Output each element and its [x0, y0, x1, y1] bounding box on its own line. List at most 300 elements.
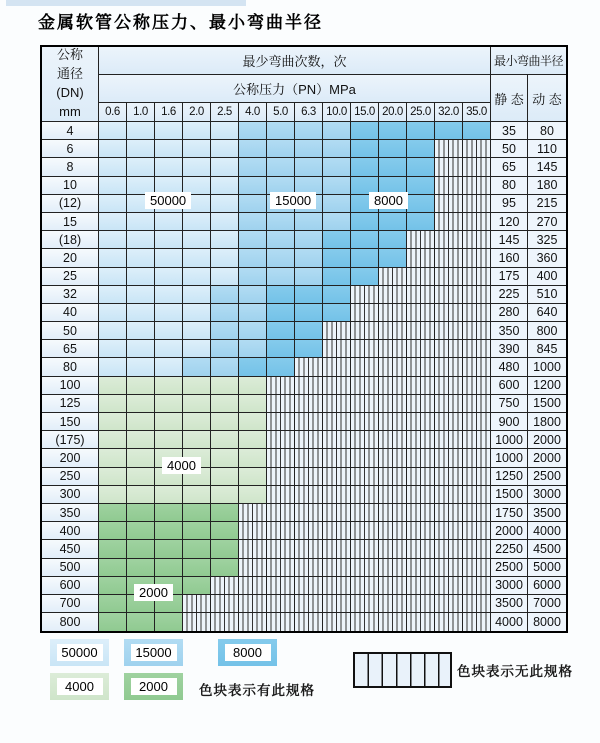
- matrix-cell: [239, 486, 267, 504]
- matrix-cell: [407, 304, 435, 322]
- dn-cell: 300: [42, 486, 99, 504]
- matrix-cell: [267, 286, 295, 304]
- matrix-cell: [183, 577, 211, 595]
- matrix-cell: [407, 340, 435, 358]
- matrix-cell: [463, 140, 491, 158]
- dn-cell: (18): [42, 231, 99, 249]
- matrix-cell: [351, 231, 379, 249]
- matrix-cell: [463, 340, 491, 358]
- matrix-cell: [463, 322, 491, 340]
- matrix-cell: [323, 613, 351, 631]
- dynamic-radius-cell: 145: [528, 158, 566, 176]
- dynamic-radius-cell: 640: [528, 304, 566, 322]
- matrix-cell: [463, 395, 491, 413]
- matrix-cell: [183, 559, 211, 577]
- matrix-cell: [435, 268, 463, 286]
- matrix-cell: [155, 613, 183, 631]
- matrix-cell: [267, 249, 295, 267]
- matrix-cell: [323, 340, 351, 358]
- pressure-tick: 5.0: [267, 103, 295, 122]
- dn-cell: 4: [42, 122, 99, 140]
- dn-cell: 600: [42, 577, 99, 595]
- matrix-cell: [99, 268, 127, 286]
- matrix-cell: [435, 122, 463, 140]
- dn-cell: 6: [42, 140, 99, 158]
- pressure-tick: 2.5: [211, 103, 239, 122]
- matrix-cell: [435, 322, 463, 340]
- matrix-cell: [211, 358, 239, 376]
- matrix-cell: [155, 322, 183, 340]
- static-radius-cell: 600: [491, 377, 528, 395]
- matrix-cell: [407, 613, 435, 631]
- matrix-cell: [295, 577, 323, 595]
- matrix-cell: [407, 140, 435, 158]
- matrix-cell: [183, 377, 211, 395]
- matrix-cell: [183, 122, 211, 140]
- matrix-cell: [407, 122, 435, 140]
- static-radius-cell: 175: [491, 268, 528, 286]
- matrix-cell: [155, 522, 183, 540]
- static-radius-cell: 95: [491, 195, 528, 213]
- matrix-cell: [211, 158, 239, 176]
- matrix-cell: [463, 577, 491, 595]
- matrix-cell: [239, 559, 267, 577]
- dn-cell: 400: [42, 522, 99, 540]
- matrix-cell: [99, 286, 127, 304]
- dynamic-radius-cell: 3000: [528, 486, 566, 504]
- cycle-count-label: 15000: [270, 192, 316, 209]
- matrix-cell: [323, 195, 351, 213]
- matrix-cell: [239, 377, 267, 395]
- matrix-cell: [127, 304, 155, 322]
- static-radius-cell: 1250: [491, 468, 528, 486]
- pressure-tick: 15.0: [351, 103, 379, 122]
- matrix-cell: [99, 158, 127, 176]
- legend-swatch-label: 15000: [131, 644, 177, 661]
- matrix-cell: [239, 158, 267, 176]
- matrix-cell: [99, 413, 127, 431]
- matrix-cell: [239, 231, 267, 249]
- matrix-cell: [435, 413, 463, 431]
- matrix-cell: [239, 540, 267, 558]
- pressure-tick: 35.0: [463, 103, 491, 122]
- pressure-tick: 25.0: [407, 103, 435, 122]
- dynamic-radius-cell: 325: [528, 231, 566, 249]
- matrix-cell: [435, 340, 463, 358]
- pressure-tick: 20.0: [379, 103, 407, 122]
- matrix-cell: [407, 158, 435, 176]
- matrix-cell: [267, 504, 295, 522]
- matrix-cell: [211, 559, 239, 577]
- matrix-cell: [239, 613, 267, 631]
- dn-header-line: 通径: [56, 66, 83, 82]
- matrix-cell: [463, 504, 491, 522]
- pressure-tick: 6.3: [295, 103, 323, 122]
- matrix-cell: [295, 286, 323, 304]
- matrix-cell: [295, 540, 323, 558]
- matrix-cell: [211, 140, 239, 158]
- matrix-cell: [267, 449, 295, 467]
- matrix-cell: [407, 522, 435, 540]
- matrix-cell: [155, 249, 183, 267]
- dynamic-radius-cell: 270: [528, 213, 566, 231]
- matrix-cell: [351, 268, 379, 286]
- matrix-cell: [99, 613, 127, 631]
- legend-swatch-label: 4000: [57, 678, 103, 695]
- matrix-cell: [211, 613, 239, 631]
- dn-header-line: mm: [59, 103, 81, 119]
- matrix-cell: [239, 522, 267, 540]
- matrix-cell: [183, 358, 211, 376]
- matrix-cell: [407, 249, 435, 267]
- matrix-cell: [211, 504, 239, 522]
- matrix-cell: [351, 322, 379, 340]
- matrix-cell: [183, 413, 211, 431]
- matrix-cell: [211, 249, 239, 267]
- matrix-cell: [155, 377, 183, 395]
- matrix-cell: [407, 377, 435, 395]
- matrix-cell: [127, 431, 155, 449]
- dn-cell: 15: [42, 213, 99, 231]
- dynamic-radius-cell: 6000: [528, 577, 566, 595]
- dynamic-radius-cell: 7000: [528, 595, 566, 613]
- static-radius-cell: 750: [491, 395, 528, 413]
- matrix-cell: [267, 340, 295, 358]
- matrix-cell: [239, 504, 267, 522]
- legend-swatch-15000: [124, 639, 183, 666]
- matrix-cell: [239, 304, 267, 322]
- cycle-count-label: 2000: [134, 584, 173, 601]
- matrix-cell: [295, 522, 323, 540]
- matrix-cell: [351, 431, 379, 449]
- matrix-cell: [155, 395, 183, 413]
- matrix-cell: [435, 431, 463, 449]
- matrix-cell: [127, 340, 155, 358]
- matrix-cell: [295, 249, 323, 267]
- matrix-cell: [127, 249, 155, 267]
- matrix-cell: [267, 395, 295, 413]
- dynamic-radius-cell: 8000: [528, 613, 566, 631]
- matrix-cell: [127, 395, 155, 413]
- matrix-cell: [155, 286, 183, 304]
- pressure-tick: 0.6: [99, 103, 127, 122]
- matrix-cell: [183, 231, 211, 249]
- matrix-cell: [351, 559, 379, 577]
- matrix-cell: [239, 449, 267, 467]
- matrix-cell: [379, 577, 407, 595]
- matrix-cell: [295, 613, 323, 631]
- static-radius-cell: 160: [491, 249, 528, 267]
- matrix-cell: [99, 122, 127, 140]
- matrix-cell: [379, 486, 407, 504]
- matrix-cell: [211, 122, 239, 140]
- matrix-cell: [435, 213, 463, 231]
- static-radius-cell: 1000: [491, 431, 528, 449]
- matrix-cell: [323, 540, 351, 558]
- matrix-cell: [99, 377, 127, 395]
- matrix-cell: [127, 213, 155, 231]
- matrix-cell: [379, 140, 407, 158]
- matrix-cell: [379, 122, 407, 140]
- matrix-cell: [99, 486, 127, 504]
- matrix-cell: [99, 140, 127, 158]
- matrix-cell: [323, 140, 351, 158]
- matrix-cell: [155, 122, 183, 140]
- matrix-cell: [99, 559, 127, 577]
- matrix-cell: [239, 213, 267, 231]
- matrix-cell: [155, 504, 183, 522]
- matrix-cell: [239, 286, 267, 304]
- matrix-cell: [435, 304, 463, 322]
- dn-cell: 250: [42, 468, 99, 486]
- matrix-cell: [407, 595, 435, 613]
- matrix-cell: [155, 231, 183, 249]
- matrix-cell: [351, 577, 379, 595]
- static-radius-cell: 225: [491, 286, 528, 304]
- matrix-cell: [211, 431, 239, 449]
- dn-cell: 800: [42, 613, 99, 631]
- dynamic-radius-cell: 5000: [528, 559, 566, 577]
- dn-cell: 40: [42, 304, 99, 322]
- matrix-cell: [155, 304, 183, 322]
- static-radius-cell: 3500: [491, 595, 528, 613]
- dynamic-radius-cell: 1800: [528, 413, 566, 431]
- matrix-cell: [267, 577, 295, 595]
- matrix-cell: [407, 213, 435, 231]
- matrix-cell: [99, 395, 127, 413]
- matrix-cell: [323, 504, 351, 522]
- dynamic-radius-cell: 510: [528, 286, 566, 304]
- matrix-cell: [323, 413, 351, 431]
- header-nominal-pressure: 公称压力（PN）MPa: [99, 75, 491, 103]
- matrix-cell: [99, 431, 127, 449]
- matrix-cell: [99, 540, 127, 558]
- matrix-cell: [99, 195, 127, 213]
- matrix-cell: [267, 140, 295, 158]
- dynamic-radius-cell: 400: [528, 268, 566, 286]
- matrix-cell: [435, 449, 463, 467]
- dynamic-radius-cell: 4000: [528, 522, 566, 540]
- header-nominal-diameter: [42, 47, 99, 122]
- matrix-cell: [463, 413, 491, 431]
- matrix-cell: [211, 268, 239, 286]
- dn-cell: 350: [42, 504, 99, 522]
- matrix-cell: [183, 595, 211, 613]
- matrix-cell: [323, 177, 351, 195]
- matrix-cell: [351, 377, 379, 395]
- static-radius-cell: 280: [491, 304, 528, 322]
- matrix-cell: [435, 286, 463, 304]
- matrix-cell: [295, 486, 323, 504]
- static-radius-cell: 4000: [491, 613, 528, 631]
- matrix-cell: [351, 304, 379, 322]
- legend-no-spec-caption: 色块表示无此规格: [457, 664, 573, 679]
- matrix-cell: [323, 231, 351, 249]
- matrix-cell: [435, 486, 463, 504]
- matrix-cell: [267, 559, 295, 577]
- matrix-cell: [155, 213, 183, 231]
- matrix-cell: [463, 377, 491, 395]
- page-title: 金属软管公称压力、最小弯曲半径: [38, 13, 323, 33]
- pressure-tick: 1.0: [127, 103, 155, 122]
- matrix-cell: [435, 377, 463, 395]
- matrix-cell: [155, 540, 183, 558]
- matrix-cell: [239, 249, 267, 267]
- legend-swatch-8000: [218, 639, 277, 666]
- legend-swatch-4000: [50, 673, 109, 700]
- legend-swatch-label: 2000: [131, 678, 177, 695]
- static-radius-cell: 390: [491, 340, 528, 358]
- matrix-cell: [379, 559, 407, 577]
- matrix-cell: [127, 231, 155, 249]
- matrix-cell: [407, 468, 435, 486]
- matrix-cell: [239, 595, 267, 613]
- matrix-cell: [267, 358, 295, 376]
- matrix-cell: [183, 268, 211, 286]
- matrix-cell: [351, 486, 379, 504]
- matrix-cell: [295, 377, 323, 395]
- dn-cell: 450: [42, 540, 99, 558]
- static-radius-cell: 1500: [491, 486, 528, 504]
- dynamic-radius-cell: 1000: [528, 358, 566, 376]
- static-radius-cell: 35: [491, 122, 528, 140]
- static-radius-cell: 2000: [491, 522, 528, 540]
- matrix-cell: [323, 249, 351, 267]
- pressure-tick: 10.0: [323, 103, 351, 122]
- matrix-cell: [351, 468, 379, 486]
- matrix-cell: [351, 522, 379, 540]
- matrix-cell: [267, 413, 295, 431]
- matrix-cell: [407, 504, 435, 522]
- matrix-cell: [407, 431, 435, 449]
- matrix-cell: [435, 468, 463, 486]
- matrix-cell: [351, 613, 379, 631]
- static-radius-cell: 80: [491, 177, 528, 195]
- matrix-cell: [463, 195, 491, 213]
- matrix-cell: [211, 522, 239, 540]
- matrix-cell: [463, 522, 491, 540]
- matrix-cell: [155, 431, 183, 449]
- matrix-cell: [379, 286, 407, 304]
- header-min-bend-cycles: 最少弯曲次数，次: [99, 47, 491, 75]
- matrix-cell: [407, 486, 435, 504]
- pressure-tick: 32.0: [435, 103, 463, 122]
- dynamic-radius-cell: 2500: [528, 468, 566, 486]
- dynamic-radius-cell: 4500: [528, 540, 566, 558]
- matrix-cell: [463, 613, 491, 631]
- matrix-cell: [323, 395, 351, 413]
- matrix-cell: [379, 395, 407, 413]
- matrix-cell: [211, 213, 239, 231]
- matrix-cell: [295, 322, 323, 340]
- dynamic-radius-cell: 2000: [528, 449, 566, 467]
- matrix-cell: [155, 413, 183, 431]
- matrix-cell: [463, 286, 491, 304]
- static-radius-cell: 50: [491, 140, 528, 158]
- matrix-cell: [379, 540, 407, 558]
- matrix-cell: [295, 559, 323, 577]
- matrix-cell: [127, 504, 155, 522]
- matrix-cell: [379, 431, 407, 449]
- static-radius-cell: 1000: [491, 449, 528, 467]
- matrix-cell: [323, 268, 351, 286]
- pressure-tick: 2.0: [183, 103, 211, 122]
- matrix-cell: [435, 559, 463, 577]
- matrix-cell: [267, 595, 295, 613]
- matrix-cell: [323, 158, 351, 176]
- dn-header-line: (DN): [56, 85, 84, 100]
- matrix-cell: [463, 268, 491, 286]
- matrix-cell: [127, 449, 155, 467]
- matrix-cell: [239, 468, 267, 486]
- matrix-cell: [183, 322, 211, 340]
- legend-has-spec-caption: 色块表示有此规格: [199, 683, 315, 698]
- matrix-cell: [463, 231, 491, 249]
- legend-hatch-swatch: [353, 652, 452, 688]
- matrix-cell: [407, 540, 435, 558]
- matrix-cell: [127, 286, 155, 304]
- matrix-cell: [183, 431, 211, 449]
- matrix-cell: [435, 595, 463, 613]
- matrix-cell: [127, 158, 155, 176]
- matrix-cell: [127, 540, 155, 558]
- matrix-cell: [295, 413, 323, 431]
- matrix-cell: [211, 377, 239, 395]
- matrix-cell: [127, 559, 155, 577]
- matrix-cell: [323, 304, 351, 322]
- matrix-cell: [127, 122, 155, 140]
- matrix-cell: [183, 286, 211, 304]
- matrix-cell: [435, 395, 463, 413]
- matrix-cell: [267, 231, 295, 249]
- matrix-cell: [351, 358, 379, 376]
- matrix-cell: [463, 122, 491, 140]
- static-radius-cell: 350: [491, 322, 528, 340]
- matrix-cell: [295, 158, 323, 176]
- matrix-cell: [211, 286, 239, 304]
- matrix-cell: [267, 158, 295, 176]
- static-radius-cell: 3000: [491, 577, 528, 595]
- matrix-cell: [407, 395, 435, 413]
- dn-cell: 100: [42, 377, 99, 395]
- matrix-cell: [351, 540, 379, 558]
- matrix-cell: [407, 413, 435, 431]
- matrix-cell: [99, 522, 127, 540]
- cycle-count-label: 4000: [162, 457, 201, 474]
- matrix-cell: [183, 140, 211, 158]
- static-radius-cell: 2500: [491, 559, 528, 577]
- matrix-cell: [183, 158, 211, 176]
- matrix-cell: [435, 522, 463, 540]
- matrix-cell: [155, 140, 183, 158]
- matrix-cell: [407, 286, 435, 304]
- matrix-cell: [127, 486, 155, 504]
- matrix-cell: [211, 395, 239, 413]
- static-radius-cell: 120: [491, 213, 528, 231]
- matrix-cell: [183, 213, 211, 231]
- matrix-cell: [211, 449, 239, 467]
- matrix-cell: [463, 431, 491, 449]
- matrix-cell: [351, 504, 379, 522]
- matrix-cell: [295, 213, 323, 231]
- matrix-cell: [379, 377, 407, 395]
- dynamic-radius-cell: 215: [528, 195, 566, 213]
- matrix-cell: [351, 140, 379, 158]
- matrix-cell: [435, 158, 463, 176]
- matrix-cell: [379, 213, 407, 231]
- matrix-cell: [127, 322, 155, 340]
- matrix-cell: [379, 268, 407, 286]
